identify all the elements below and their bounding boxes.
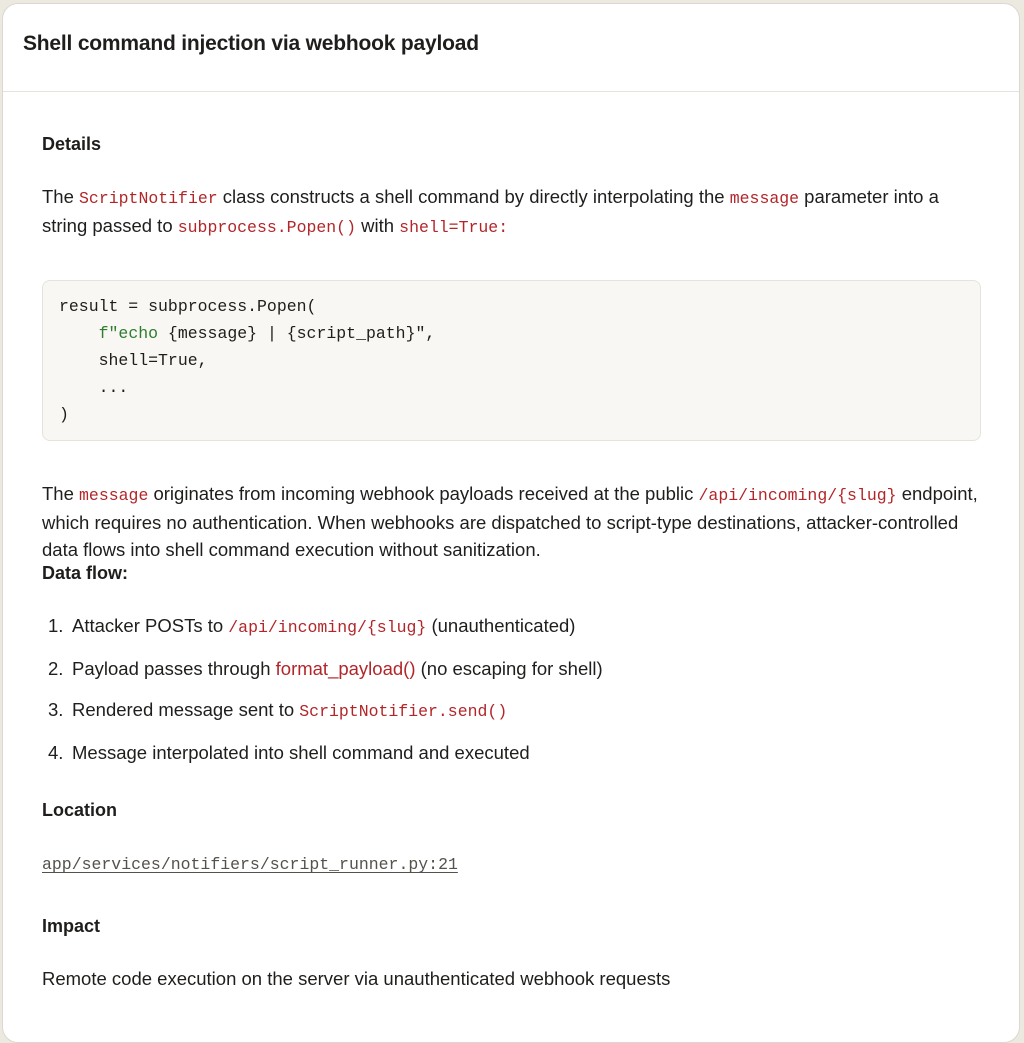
- step-text: (unauthenticated): [426, 615, 576, 636]
- text: endpoint, which requires no authentication. When webhooks are dispatched to script-type destinations, attacker-controlled data flows into shell command execution without sanitization.: [42, 483, 978, 560]
- data-flow-heading: Data flow:: [42, 563, 129, 583]
- impact-text: Remote code execution on the server via unauthenticated webhook requests: [42, 968, 671, 989]
- step-text: Rendered message sent to: [72, 699, 300, 720]
- code-line-2-indent: [59, 324, 99, 343]
- list-item: [48, 696, 981, 725]
- text: The: [42, 483, 80, 504]
- code-line-2-rest: {message} | {script_path}",: [158, 324, 436, 343]
- text: class constructs a shell command by directly interpolating the: [217, 186, 730, 207]
- card-header: [3, 4, 1019, 92]
- code-line-5: ): [59, 405, 69, 424]
- step-number: 1.: [48, 615, 64, 636]
- text: The: [42, 186, 80, 207]
- step-number: 4.: [48, 742, 64, 763]
- code-string: f"echo: [98, 324, 159, 343]
- step-number: 3.: [48, 699, 64, 720]
- data-flow-list: [42, 612, 981, 766]
- function-code: subprocess.Popen(): [177, 218, 356, 237]
- step-code: format_payload(): [275, 658, 416, 679]
- location-link[interactable]: app/services/notifiers/script_runner.py:21: [42, 855, 458, 874]
- step-code: ScriptNotifier.send(): [299, 702, 508, 721]
- text: with: [355, 215, 400, 236]
- location-heading: Location: [42, 800, 117, 820]
- code-line-4: ...: [59, 378, 129, 397]
- endpoint-code: /api/incoming/{slug}: [698, 486, 897, 505]
- step-text: (no escaping for shell): [415, 658, 603, 679]
- step-text: Attacker POSTs to: [72, 615, 229, 636]
- finding-title: Shell command injection via webhook payload: [23, 32, 479, 55]
- list-item: [48, 739, 981, 766]
- code-block[interactable]: [42, 280, 981, 441]
- flag-code: shell=True:: [399, 218, 509, 237]
- text: parameter into a string passed to: [42, 186, 939, 236]
- list-item: [48, 612, 981, 641]
- text: originates from incoming webhook payloads received at the public: [148, 483, 699, 504]
- step-number: 2.: [48, 658, 64, 679]
- step-code: /api/incoming/{slug}: [228, 618, 427, 637]
- step-text: Payload passes through: [72, 658, 276, 679]
- finding-card: [2, 3, 1020, 1043]
- class-name-code: ScriptNotifier: [79, 189, 218, 208]
- location-row: [42, 855, 981, 874]
- list-item: [48, 655, 981, 682]
- impact-heading: Impact: [42, 916, 101, 936]
- origin-paragraph: [42, 480, 981, 563]
- param-code: message: [729, 189, 800, 208]
- step-text: Message interpolated into shell command and executed: [72, 742, 530, 763]
- details-heading: Details: [42, 134, 102, 154]
- code-line-3: shell=True,: [59, 351, 208, 370]
- details-paragraph: [42, 183, 981, 241]
- finding-body: [3, 134, 1019, 992]
- param-code: message: [79, 486, 149, 505]
- code-line-1: result = subprocess.Popen(: [59, 297, 317, 316]
